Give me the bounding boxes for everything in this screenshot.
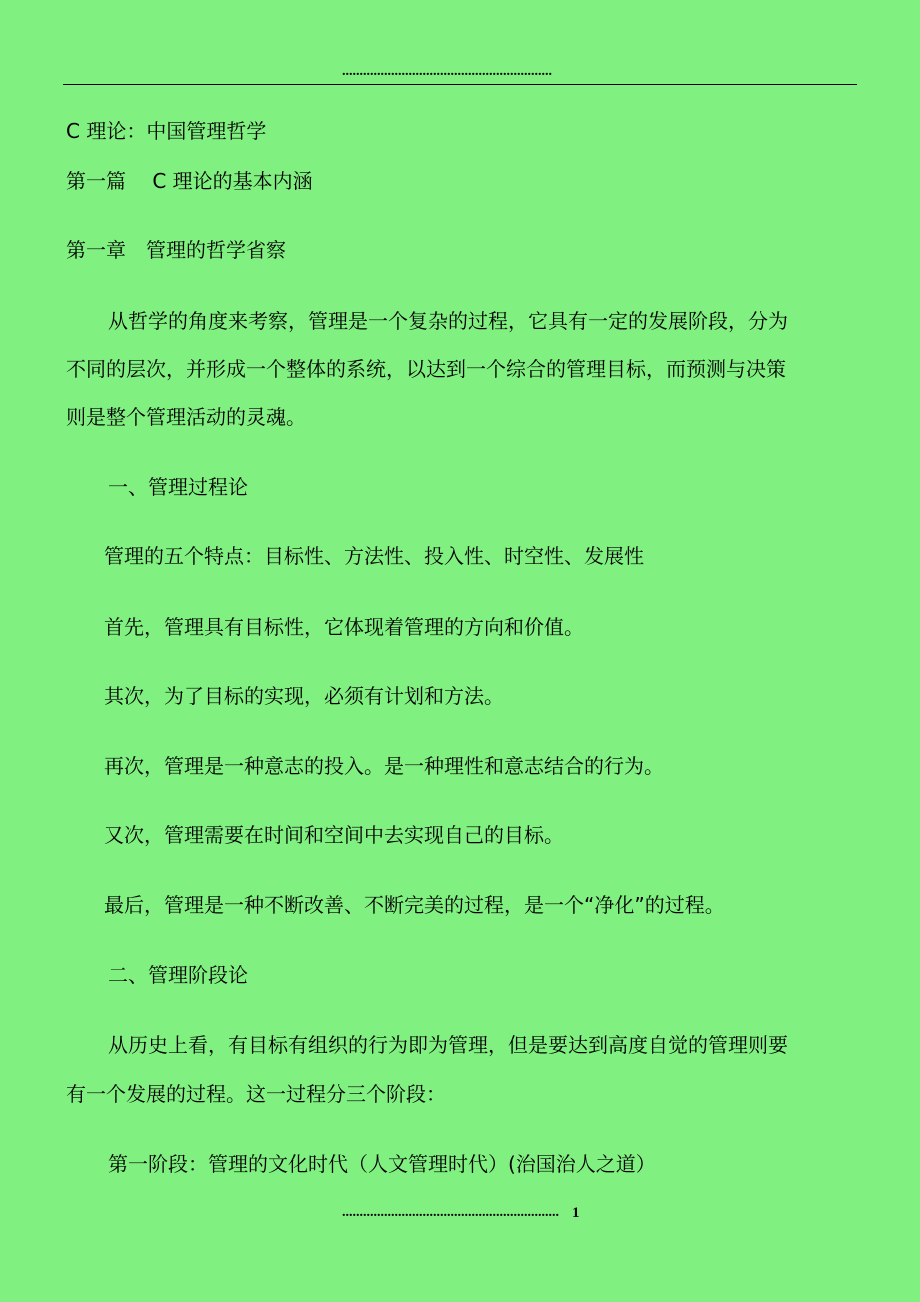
chapter-heading: 第一章 管理的哲学省察: [66, 238, 286, 262]
point-second: 其次，为了目标的实现，必须有计划和方法。: [104, 684, 504, 708]
point-third: 再次，管理是一种意志的投入。是一种理性和意志结合的行为。: [104, 754, 664, 778]
footer-dotted-leader: ..............................................................: [342, 1205, 559, 1220]
point-fourth: 又次，管理需要在时间和空间中去实现自己的目标。: [104, 823, 564, 847]
point-fifth: 最后，管理是一种不断改善、不断完美的过程，是一个“净化”的过程。: [104, 893, 725, 917]
intro-line-2: 不同的层次，并形成一个整体的系统，以达到一个综合的管理目标，而预测与决策: [66, 357, 786, 381]
stage-one-line: 第一阶段：管理的文化时代（人文管理时代）(治国治人之道）: [108, 1152, 656, 1176]
page-number: 1: [572, 1205, 580, 1221]
five-features-line: 管理的五个特点：目标性、方法性、投入性、时空性、发展性: [104, 544, 644, 568]
intro-line-3: 则是整个管理活动的灵魂。: [66, 405, 306, 429]
section-heading-stages: 二、管理阶段论: [108, 963, 248, 987]
header-rule: [63, 84, 857, 85]
intro-line-1: 从哲学的角度来考察，管理是一个复杂的过程，它具有一定的发展阶段，分为: [108, 309, 788, 333]
history-line-2: 有一个发展的过程。这一过程分三个阶段：: [66, 1082, 446, 1106]
history-line-1: 从历史上看，有目标有组织的行为即为管理，但是要达到高度自觉的管理则要: [108, 1033, 788, 1057]
document-title: C 理论：中国管理哲学: [66, 119, 267, 143]
header-dotted-leader: ............................................................: [342, 64, 552, 79]
section-heading-process: 一、管理过程论: [108, 475, 248, 499]
part-heading: 第一篇 C 理论的基本内涵: [66, 169, 313, 193]
point-first: 首先，管理具有目标性，它体现着管理的方向和价值。: [104, 615, 584, 639]
